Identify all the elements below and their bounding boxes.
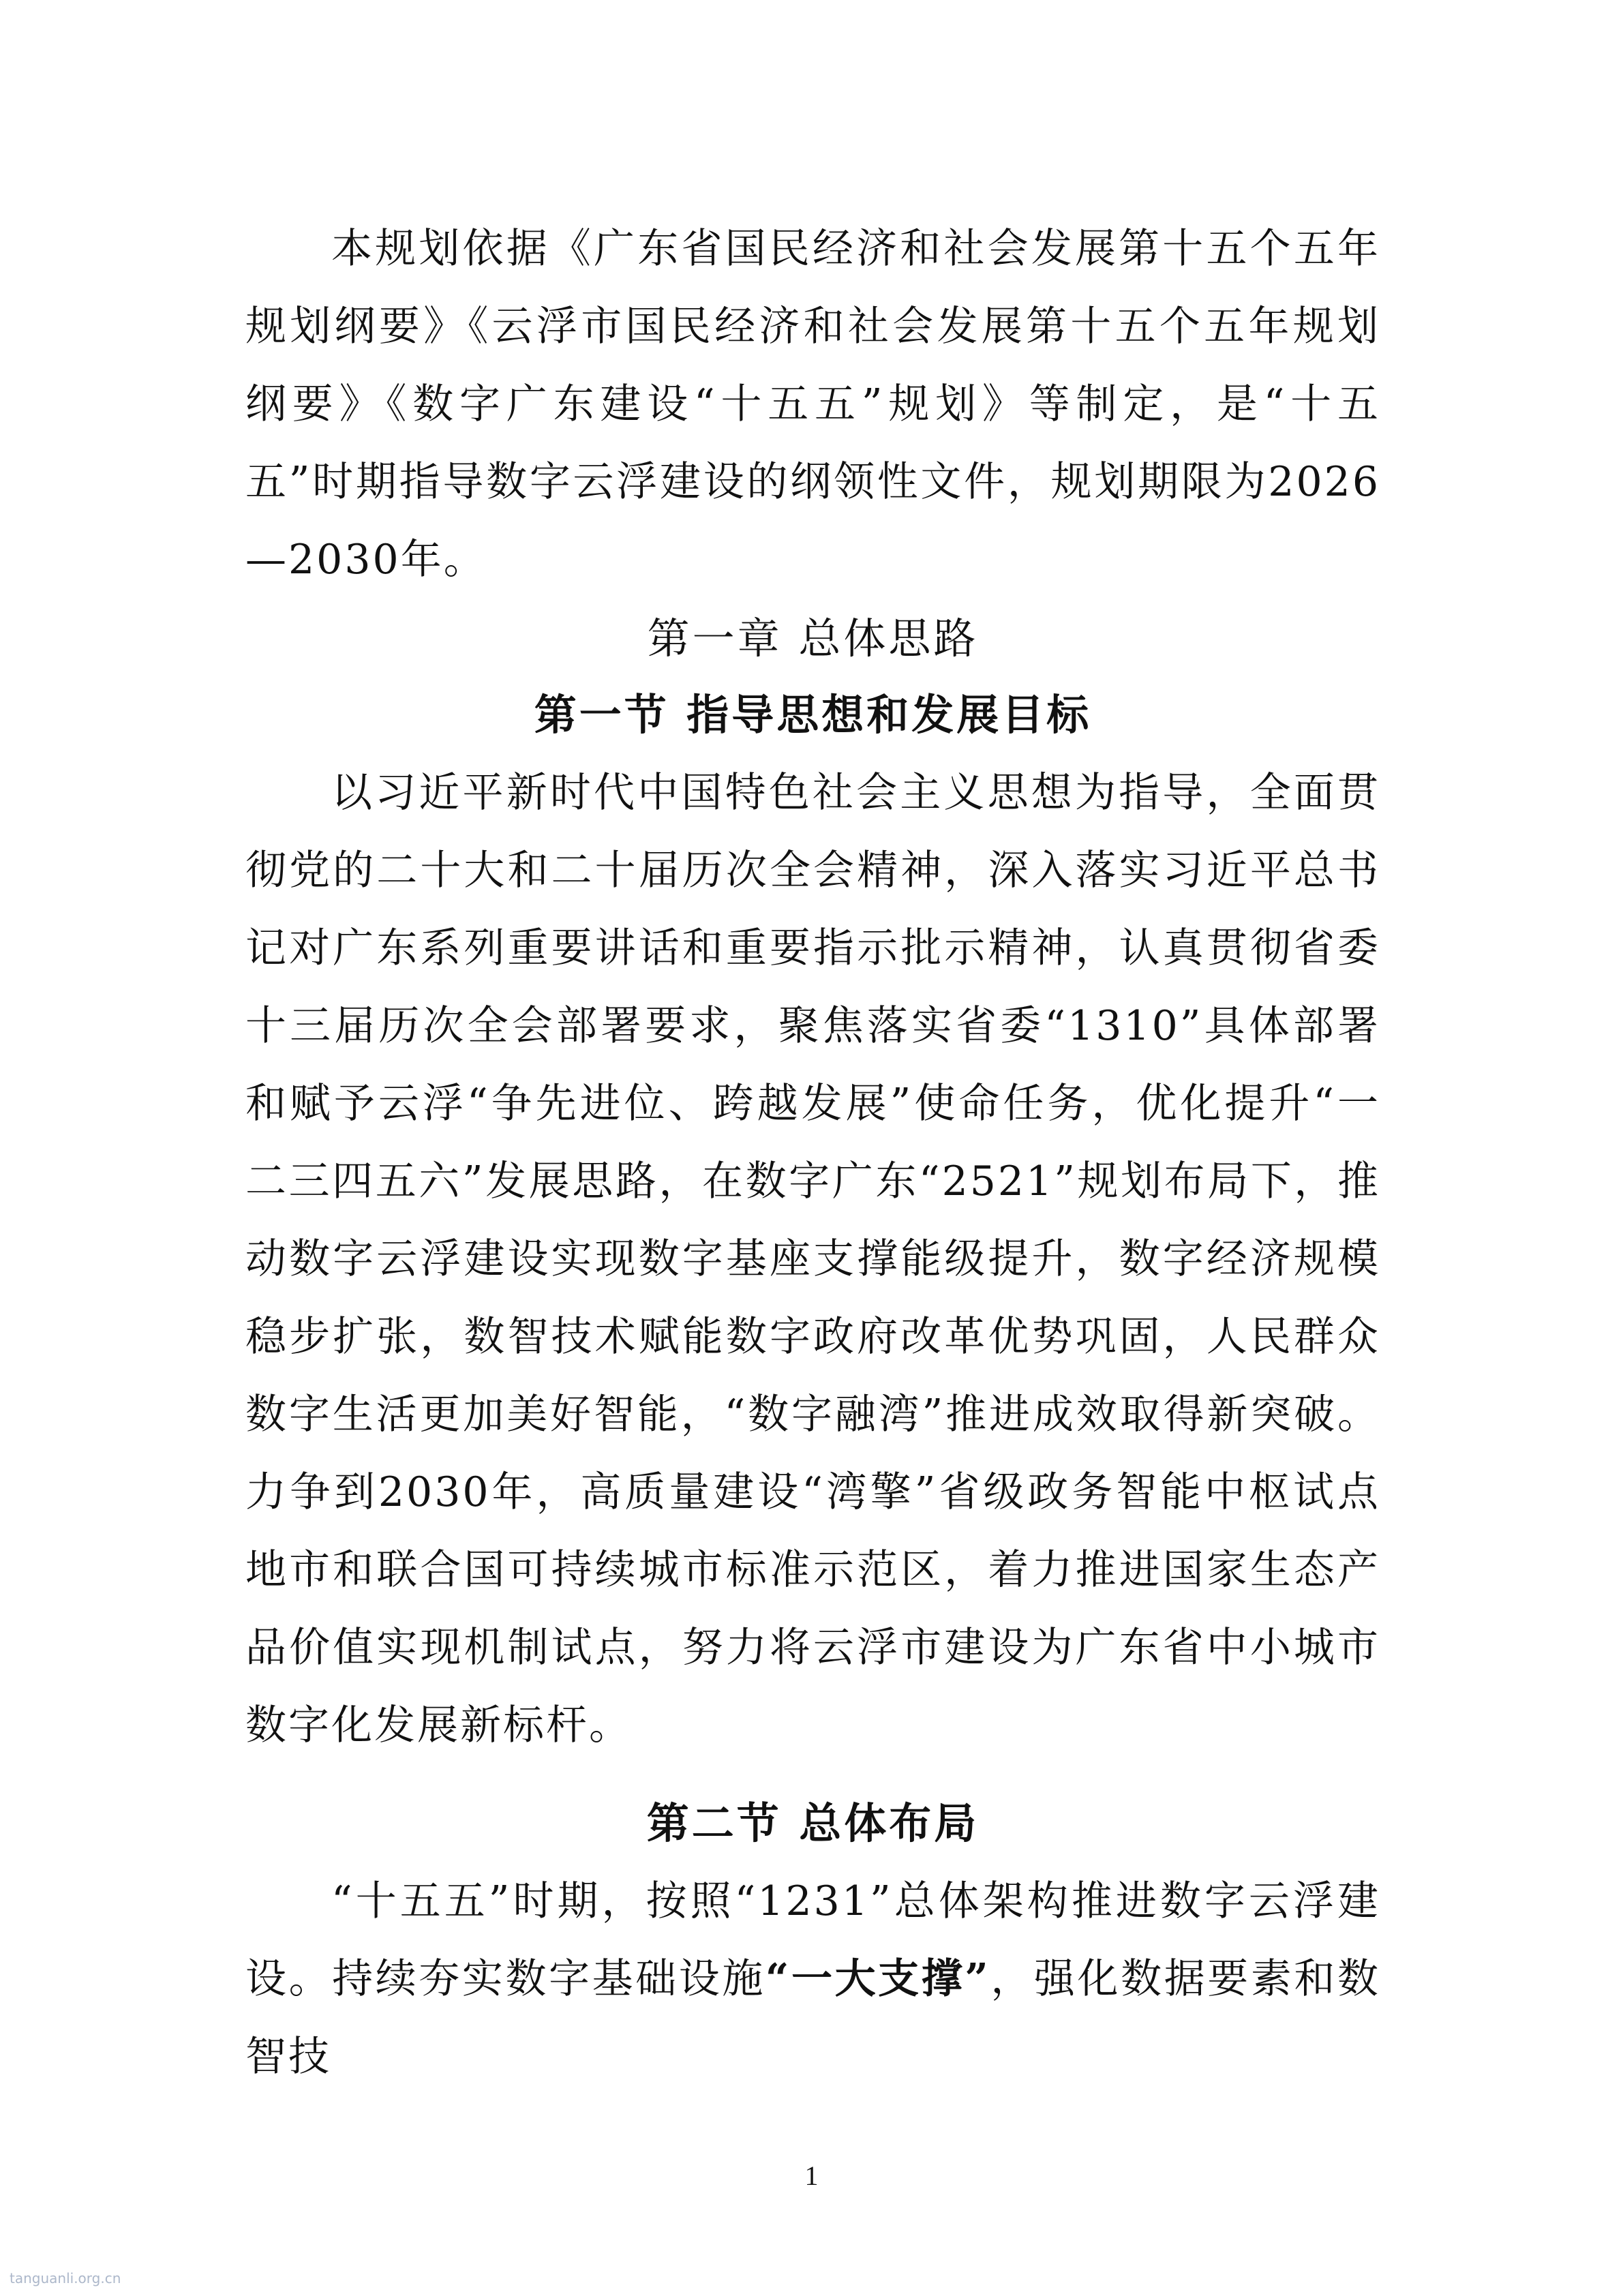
- paragraph-intro: 本规划依据《广东省国民经济和社会发展第十五个五年规划纲要》《云浮市国民经济和社会发展第十五个五年规划纲要》《数字广东建设“十五五”规划》等制定，是“十五五”时期指导数字云浮建设的纲领性文件，规划期限为2026—2030年。: [245, 225, 1380, 584]
- watermark: tanguanli.org.cn: [10, 2270, 121, 2286]
- chapter-title: 第一章 总体思路: [647, 614, 979, 663]
- layout-text-bold: “一大支撑”: [765, 1955, 990, 2003]
- layout-text-part1: “十五五”时期，按照“1231”总体架构推进数字云浮建设。持续夯实数字基础设施: [245, 1877, 1380, 2003]
- section-title-layout: 第二节 总体布局: [646, 1798, 980, 1848]
- page-number: 1: [804, 2160, 819, 2191]
- paragraph-overall-layout: [245, 1862, 1380, 2096]
- section-title-guiding: 第一节 指导思想和发展目标: [534, 690, 1092, 740]
- layout-text-part2: ，强化数据要素和数智技: [245, 1955, 1381, 2081]
- paragraph-guiding-thought: 以习近平新时代中国特色社会主义思想为指导，全面贯彻党的二十大和二十届历次全会精神，深入落实习近平总书记对广东系列重要讲话和重要指示批示精神，认真贯彻省委十三届历次全会部署要求，聚焦落实省委“1310”具体部署和赋予云浮“争先进位、跨越发展”使命任务，优化提升“一二三四五六”发展思路，在数字广东“2521”规划布局下，推动数字云浮建设实现数字基座支撑能级提升，数字经济规模稳步扩张，数智技术赋能数字政府改革优势巩固，人民群众数字生活更加美好智能，“数字融湾”推进成效取得新突破。力争到2030年，高质量建设“湾擎”省级政务智能中枢试点地市和联合国可持续城市标准示范区，着力推进国家生态产品价值实现机制试点，努力将云浮市建设为广东省中小城市数字化发展新标杆。: [245, 769, 1380, 1749]
